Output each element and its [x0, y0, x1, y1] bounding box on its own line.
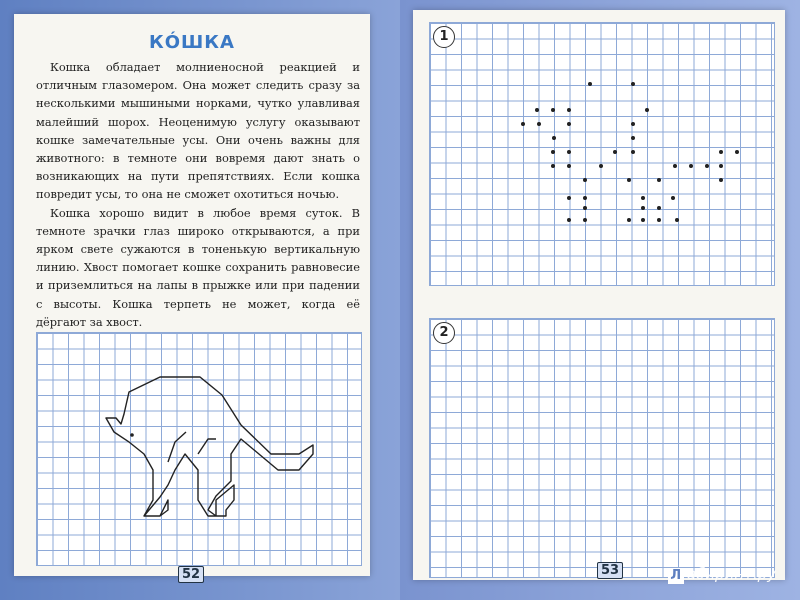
watermark-text: абиринт.ру [686, 565, 776, 583]
watermark-logo [668, 565, 776, 584]
left-page [14, 14, 370, 582]
paragraph-1: Кошка обладает молниеносной реакцией и отличным глазомером. Она может следить сразу за несколькими мышиными норками, чутко улавливая малейший шорох. Неоценимую услугу оказывают кошке замечательные усы. Они очень важны для животного: в темноте они вовремя дают знать о возникающих на пути препятствиях. Если кошка повредит усы, то она не сможет охотиться ночью. [36, 60, 360, 202]
page-title: КÓШКА [149, 32, 235, 53]
empty-grid-2 [429, 318, 775, 578]
cat-outline-drawing [36, 332, 362, 566]
labirint-logo-icon: Л [668, 568, 684, 584]
exercise-number-2: 2 [433, 322, 455, 344]
grid-paper [429, 318, 775, 578]
page-number-right: 53 [597, 562, 623, 579]
cat-drawing-grid [36, 332, 362, 566]
exercise-number-1: 1 [433, 26, 455, 48]
paragraph-2: Кошка хорошо видит в любое время суток. В темноте зрачки глаз широко открываются, а при ярком свете сужаются в тоненькую вертикальную линию. Хвост помогает кошке сохранить равновесие и приземлиться на лапы в прыжке или при падении с высоты. Кошка терпеть не может, когда её дёргают за хвост. [36, 205, 360, 329]
article-text [36, 58, 360, 331]
dot-pattern [429, 22, 775, 286]
right-page [413, 10, 785, 580]
page-number-left: 52 [178, 566, 204, 583]
dot-grid-1 [429, 22, 775, 286]
